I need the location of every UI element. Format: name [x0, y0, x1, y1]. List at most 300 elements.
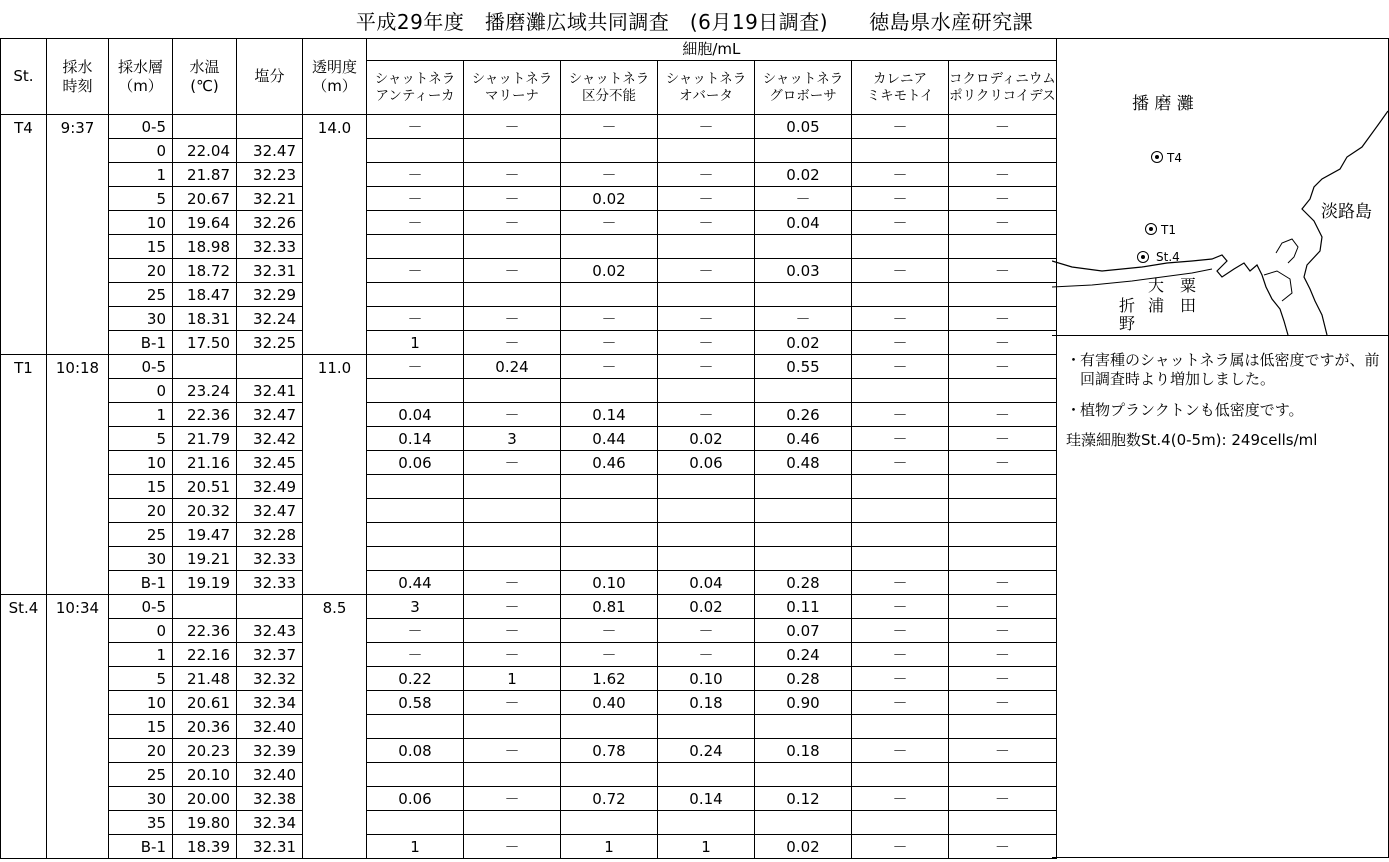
- species-count-cell: －: [367, 259, 464, 283]
- species-count-cell: －: [852, 739, 949, 763]
- species-count-cell: 0.72: [561, 787, 658, 811]
- water-temp-cell: 20.10: [173, 763, 237, 787]
- species-count-cell: －: [949, 355, 1057, 379]
- water-temp-cell: 22.36: [173, 403, 237, 427]
- table-row: [1, 451, 1057, 475]
- depth-cell: 0: [109, 619, 173, 643]
- species-count-cell: [755, 139, 852, 163]
- water-temp-cell: 21.48: [173, 667, 237, 691]
- water-temp-cell: 21.16: [173, 451, 237, 475]
- species-count-cell: [561, 715, 658, 739]
- point-label-t4: T4: [1167, 151, 1182, 165]
- table-row: [1, 475, 1057, 499]
- report-title: 平成29年度 播磨灘広域共同調査 (6月19日調査) 徳島県水産研究課: [355, 10, 1034, 34]
- table-row: [1, 787, 1057, 811]
- species-count-cell: 0.14: [561, 403, 658, 427]
- species-count-cell: [464, 811, 561, 835]
- species-count-cell: 0.14: [658, 787, 755, 811]
- species-count-cell: 1: [367, 331, 464, 355]
- species-count-cell: －: [367, 115, 464, 139]
- depth-cell: 0-5: [109, 355, 173, 379]
- species-count-cell: [658, 139, 755, 163]
- table-row: [1, 571, 1057, 595]
- species-count-cell: 0.02: [561, 259, 658, 283]
- salinity-cell: 32.41: [237, 379, 303, 403]
- species-count-cell: －: [949, 595, 1057, 619]
- water-temp-cell: 17.50: [173, 331, 237, 355]
- species-count-cell: －: [658, 331, 755, 355]
- salinity-cell: 32.47: [237, 139, 303, 163]
- species-count-cell: －: [949, 187, 1057, 211]
- table-row: [1, 715, 1057, 739]
- depth-cell: 15: [109, 475, 173, 499]
- species-count-cell: －: [658, 403, 755, 427]
- species-count-cell: －: [561, 355, 658, 379]
- species-count-cell: －: [852, 451, 949, 475]
- species-count-cell: [561, 139, 658, 163]
- species-count-cell: －: [464, 835, 561, 859]
- species-count-cell: [561, 547, 658, 571]
- species-count-cell: [658, 715, 755, 739]
- species-count-cell: [561, 499, 658, 523]
- header-transparency: 透明度 （m）: [303, 39, 367, 115]
- species-count-cell: 0.24: [755, 643, 852, 667]
- species-count-cell: －: [852, 211, 949, 235]
- water-temp-cell: 22.04: [173, 139, 237, 163]
- table-row: [1, 283, 1057, 307]
- species-count-cell: －: [561, 643, 658, 667]
- water-temp-cell: 19.80: [173, 811, 237, 835]
- water-temp-cell: [173, 355, 237, 379]
- species-count-cell: [755, 811, 852, 835]
- species-count-cell: －: [464, 739, 561, 763]
- species-count-cell: －: [367, 163, 464, 187]
- table-row: [1, 667, 1057, 691]
- species-count-cell: 1: [658, 835, 755, 859]
- island-label: 淡路島: [1321, 202, 1372, 222]
- species-count-cell: －: [561, 163, 658, 187]
- species-count-cell: 0.44: [367, 571, 464, 595]
- place-label-2: 浦 田: [1148, 296, 1197, 315]
- species-count-cell: [561, 763, 658, 787]
- depth-cell: 0: [109, 379, 173, 403]
- salinity-cell: 32.33: [237, 547, 303, 571]
- species-count-cell: 0.24: [658, 739, 755, 763]
- water-temp-cell: 20.51: [173, 475, 237, 499]
- species-count-cell: [367, 715, 464, 739]
- species-count-cell: [658, 475, 755, 499]
- salinity-cell: 32.34: [237, 691, 303, 715]
- table-row: [1, 355, 1057, 379]
- salinity-cell: [237, 355, 303, 379]
- header-station: St.: [1, 39, 47, 115]
- species-count-cell: －: [852, 619, 949, 643]
- header-species-5: カレニア ミキモトイ: [852, 61, 949, 115]
- salinity-cell: 32.38: [237, 787, 303, 811]
- salinity-cell: 32.42: [237, 427, 303, 451]
- species-count-cell: －: [949, 451, 1057, 475]
- species-count-cell: －: [464, 595, 561, 619]
- species-count-cell: －: [367, 643, 464, 667]
- species-count-cell: 1.62: [561, 667, 658, 691]
- header-species-0: シャットネラ アンティーカ: [367, 61, 464, 115]
- species-count-cell: [755, 283, 852, 307]
- species-count-cell: [658, 547, 755, 571]
- salinity-cell: 32.32: [237, 667, 303, 691]
- species-count-cell: －: [949, 787, 1057, 811]
- sea-label: 播 磨 灘: [1132, 94, 1194, 114]
- species-count-cell: －: [949, 619, 1057, 643]
- sampling-time: 10:34: [47, 595, 109, 859]
- water-temp-cell: 20.36: [173, 715, 237, 739]
- table-row: [1, 739, 1057, 763]
- station-name: T4: [1, 115, 47, 355]
- species-count-cell: －: [464, 187, 561, 211]
- bullet-1: ・: [1066, 351, 1082, 369]
- species-count-cell: 0.55: [755, 355, 852, 379]
- species-count-cell: [367, 283, 464, 307]
- depth-cell: 10: [109, 691, 173, 715]
- header-water-temp: 水温 (℃): [173, 39, 237, 115]
- table-row: [1, 235, 1057, 259]
- species-count-cell: －: [561, 115, 658, 139]
- water-temp-cell: 20.23: [173, 739, 237, 763]
- species-count-cell: [852, 379, 949, 403]
- species-count-cell: [852, 547, 949, 571]
- species-count-cell: －: [561, 331, 658, 355]
- depth-cell: 5: [109, 187, 173, 211]
- depth-cell: 5: [109, 427, 173, 451]
- species-count-cell: [561, 235, 658, 259]
- place-label-3: 折: [1119, 296, 1136, 315]
- species-count-cell: 1: [464, 667, 561, 691]
- species-count-cell: [949, 379, 1057, 403]
- species-count-cell: －: [852, 595, 949, 619]
- species-count-cell: [367, 379, 464, 403]
- water-temp-cell: 19.21: [173, 547, 237, 571]
- species-count-cell: －: [658, 163, 755, 187]
- species-count-cell: [852, 715, 949, 739]
- transparency: 14.0: [303, 115, 367, 355]
- species-count-cell: [755, 763, 852, 787]
- water-temp-cell: 18.72: [173, 259, 237, 283]
- header-sampling-layer: 採水層 （m）: [109, 39, 173, 115]
- species-count-cell: 0.12: [755, 787, 852, 811]
- species-count-cell: －: [755, 187, 852, 211]
- species-count-cell: －: [367, 355, 464, 379]
- species-count-cell: [367, 523, 464, 547]
- note-2-text: 植物プランクトンも低密度です。: [1080, 400, 1304, 419]
- species-count-cell: －: [949, 643, 1057, 667]
- transparency: 11.0: [303, 355, 367, 595]
- species-count-cell: 0.04: [658, 571, 755, 595]
- salinity-cell: 32.31: [237, 259, 303, 283]
- species-count-cell: [755, 547, 852, 571]
- species-count-cell: －: [658, 643, 755, 667]
- species-count-cell: [561, 379, 658, 403]
- table-row: [1, 763, 1057, 787]
- species-count-cell: －: [658, 307, 755, 331]
- table-row: [1, 691, 1057, 715]
- depth-cell: 20: [109, 259, 173, 283]
- species-count-cell: [464, 139, 561, 163]
- species-count-cell: [561, 283, 658, 307]
- notes-section: [1066, 351, 1384, 462]
- salinity-cell: 32.33: [237, 571, 303, 595]
- header-sampling-time: 採水 時刻: [47, 39, 109, 115]
- depth-cell: 1: [109, 403, 173, 427]
- depth-cell: 25: [109, 283, 173, 307]
- note-1-text: 有害種のシャットネラ属は低密度ですが、前回調査時より増加しました。: [1080, 351, 1380, 388]
- species-count-cell: 0.02: [658, 427, 755, 451]
- species-count-cell: －: [949, 739, 1057, 763]
- depth-cell: B-1: [109, 571, 173, 595]
- species-count-cell: －: [367, 619, 464, 643]
- species-count-cell: 0.18: [755, 739, 852, 763]
- species-count-cell: －: [367, 187, 464, 211]
- species-count-cell: [464, 379, 561, 403]
- depth-cell: 35: [109, 811, 173, 835]
- species-count-cell: －: [658, 211, 755, 235]
- table-row: [1, 211, 1057, 235]
- species-count-cell: [561, 523, 658, 547]
- table-row: [1, 163, 1057, 187]
- species-count-cell: 0.11: [755, 595, 852, 619]
- point-label-t1: T1: [1161, 223, 1176, 237]
- species-count-cell: 0.02: [755, 163, 852, 187]
- water-temp-cell: 22.16: [173, 643, 237, 667]
- species-count-cell: 0.22: [367, 667, 464, 691]
- point-label-st4: St.4: [1156, 250, 1180, 264]
- species-count-cell: －: [464, 571, 561, 595]
- species-count-cell: －: [464, 619, 561, 643]
- species-count-cell: [464, 763, 561, 787]
- species-count-cell: －: [658, 259, 755, 283]
- species-count-cell: 3: [367, 595, 464, 619]
- species-count-cell: －: [464, 403, 561, 427]
- species-count-cell: －: [464, 259, 561, 283]
- species-count-cell: [949, 499, 1057, 523]
- table-row: [1, 307, 1057, 331]
- species-count-cell: [367, 811, 464, 835]
- depth-cell: 30: [109, 787, 173, 811]
- water-temp-cell: 20.67: [173, 187, 237, 211]
- place-label-4: 野: [1119, 314, 1136, 333]
- river-mouth: [1264, 271, 1292, 301]
- species-count-cell: 0.46: [755, 427, 852, 451]
- species-count-cell: －: [464, 331, 561, 355]
- species-count-cell: [949, 715, 1057, 739]
- depth-cell: 20: [109, 499, 173, 523]
- table-row: [1, 379, 1057, 403]
- header-species-6: コクロディニウム ポリクリコイデス: [949, 61, 1057, 115]
- salinity-cell: 32.21: [237, 187, 303, 211]
- species-count-cell: [367, 547, 464, 571]
- awaji-coastline: [1302, 111, 1388, 335]
- depth-cell: 20: [109, 739, 173, 763]
- species-count-cell: [464, 715, 561, 739]
- species-count-cell: 0.02: [658, 595, 755, 619]
- species-count-cell: －: [852, 403, 949, 427]
- species-count-cell: [367, 763, 464, 787]
- species-count-cell: [949, 547, 1057, 571]
- table-row: [1, 427, 1057, 451]
- species-count-cell: －: [464, 643, 561, 667]
- water-temp-cell: 23.24: [173, 379, 237, 403]
- species-count-cell: －: [949, 115, 1057, 139]
- species-count-cell: 0.58: [367, 691, 464, 715]
- species-count-cell: [464, 235, 561, 259]
- species-count-cell: －: [949, 667, 1057, 691]
- water-temp-cell: 22.36: [173, 619, 237, 643]
- sampling-time: 10:18: [47, 355, 109, 595]
- species-count-cell: [852, 811, 949, 835]
- station-marker-t1: [1146, 224, 1157, 235]
- species-count-cell: －: [949, 331, 1057, 355]
- species-count-cell: 0.81: [561, 595, 658, 619]
- side-panel: [1052, 38, 1389, 858]
- species-count-cell: 0.28: [755, 571, 852, 595]
- depth-cell: 15: [109, 235, 173, 259]
- table-row: [1, 835, 1057, 859]
- species-count-cell: [658, 811, 755, 835]
- species-count-cell: [367, 235, 464, 259]
- species-count-cell: －: [852, 163, 949, 187]
- species-count-cell: [755, 499, 852, 523]
- salinity-cell: [237, 595, 303, 619]
- species-count-cell: －: [852, 187, 949, 211]
- depth-cell: 0-5: [109, 595, 173, 619]
- species-count-cell: [658, 523, 755, 547]
- species-count-cell: －: [852, 571, 949, 595]
- species-count-cell: [949, 523, 1057, 547]
- station-marker-t4: [1152, 152, 1163, 163]
- species-count-cell: 0.07: [755, 619, 852, 643]
- species-count-cell: 0.06: [658, 451, 755, 475]
- depth-cell: 30: [109, 547, 173, 571]
- species-count-cell: [367, 475, 464, 499]
- water-temp-cell: 21.79: [173, 427, 237, 451]
- table-row: [1, 547, 1057, 571]
- salinity-cell: 32.29: [237, 283, 303, 307]
- species-count-cell: 0.06: [367, 451, 464, 475]
- note-harmful-species: [1066, 351, 1384, 389]
- water-temp-cell: 18.98: [173, 235, 237, 259]
- water-temp-cell: 18.47: [173, 283, 237, 307]
- depth-cell: 10: [109, 211, 173, 235]
- species-count-cell: －: [949, 211, 1057, 235]
- species-count-cell: －: [464, 211, 561, 235]
- note-diatom-count: 珪藻細胞数St.4(0-5m): 249cells/ml: [1066, 431, 1318, 450]
- salinity-cell: [237, 115, 303, 139]
- depth-cell: 30: [109, 307, 173, 331]
- water-temp-cell: 20.00: [173, 787, 237, 811]
- species-count-cell: 0.10: [561, 571, 658, 595]
- salinity-cell: 32.47: [237, 499, 303, 523]
- species-count-cell: －: [658, 115, 755, 139]
- salinity-cell: 32.24: [237, 307, 303, 331]
- species-count-cell: 0.18: [658, 691, 755, 715]
- depth-cell: 15: [109, 715, 173, 739]
- table-row: [1, 403, 1057, 427]
- depth-cell: B-1: [109, 835, 173, 859]
- water-temp-cell: [173, 595, 237, 619]
- species-count-cell: －: [852, 667, 949, 691]
- species-count-cell: －: [852, 331, 949, 355]
- species-count-cell: －: [949, 691, 1057, 715]
- salinity-cell: 32.23: [237, 163, 303, 187]
- species-count-cell: －: [949, 403, 1057, 427]
- species-count-cell: －: [367, 307, 464, 331]
- water-temp-cell: 19.64: [173, 211, 237, 235]
- species-count-cell: －: [852, 259, 949, 283]
- species-count-cell: 1: [561, 835, 658, 859]
- depth-cell: 1: [109, 643, 173, 667]
- species-count-cell: [949, 235, 1057, 259]
- species-count-cell: －: [658, 355, 755, 379]
- species-count-cell: －: [464, 115, 561, 139]
- species-count-cell: 0.10: [658, 667, 755, 691]
- species-count-cell: [658, 235, 755, 259]
- salinity-cell: 32.39: [237, 739, 303, 763]
- note-phytoplankton: [1066, 401, 1384, 420]
- water-temp-cell: 19.19: [173, 571, 237, 595]
- species-count-cell: [949, 475, 1057, 499]
- species-count-cell: －: [852, 355, 949, 379]
- salinity-cell: 32.47: [237, 403, 303, 427]
- species-count-cell: [464, 283, 561, 307]
- salinity-cell: 32.33: [237, 235, 303, 259]
- species-count-cell: [658, 283, 755, 307]
- species-count-cell: －: [464, 787, 561, 811]
- species-count-cell: 0.14: [367, 427, 464, 451]
- header-species-2: シャットネラ 区分不能: [561, 61, 658, 115]
- naruto-strait: [1276, 239, 1298, 263]
- depth-cell: 25: [109, 523, 173, 547]
- species-count-cell: －: [852, 643, 949, 667]
- species-count-cell: －: [464, 307, 561, 331]
- species-count-cell: [755, 475, 852, 499]
- species-count-cell: [367, 139, 464, 163]
- salinity-cell: 32.25: [237, 331, 303, 355]
- table-row: [1, 811, 1057, 835]
- species-count-cell: －: [561, 619, 658, 643]
- table-row: [1, 115, 1057, 139]
- species-count-cell: 3: [464, 427, 561, 451]
- species-count-cell: [561, 811, 658, 835]
- station-map: [1052, 39, 1388, 336]
- species-count-cell: －: [464, 163, 561, 187]
- species-count-cell: [949, 811, 1057, 835]
- species-count-cell: [561, 475, 658, 499]
- species-count-cell: 0.03: [755, 259, 852, 283]
- table-row: [1, 139, 1057, 163]
- depth-cell: 0: [109, 139, 173, 163]
- species-count-cell: －: [561, 211, 658, 235]
- water-temp-cell: 20.32: [173, 499, 237, 523]
- header-species-1: シャットネラ マリーナ: [464, 61, 561, 115]
- salinity-cell: 32.40: [237, 763, 303, 787]
- species-count-cell: －: [949, 163, 1057, 187]
- table-row: [1, 499, 1057, 523]
- table-row: [1, 187, 1057, 211]
- species-count-cell: －: [852, 115, 949, 139]
- depth-cell: 5: [109, 667, 173, 691]
- species-count-cell: [464, 499, 561, 523]
- depth-cell: 10: [109, 451, 173, 475]
- station-name: St.4: [1, 595, 47, 859]
- salinity-cell: 32.28: [237, 523, 303, 547]
